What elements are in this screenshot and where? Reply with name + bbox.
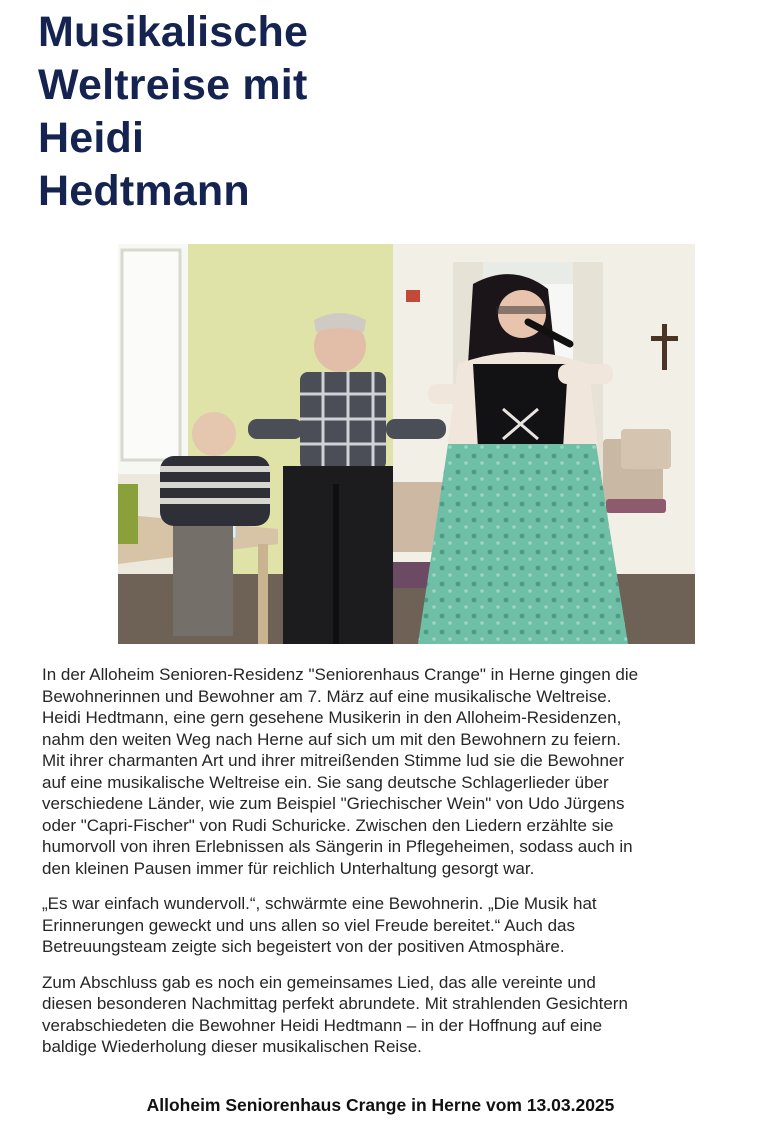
text-line: Erinnerungen geweckt und uns allen so viel Freude bereitet.“ Auch das bbox=[42, 915, 575, 935]
text-line: Mit ihrer charmanten Art und ihrer mitreißenden Stimme lud sie die Bewohner bbox=[42, 751, 625, 770]
text-line: verschiedene Länder, wie zum Beispiel "Griechischer Wein" von Udo Jürgens bbox=[42, 794, 625, 813]
footer-caption: Alloheim Seniorenhaus Crange in Herne vom 13.03.2025 bbox=[146, 1095, 615, 1115]
title-line: Hedtmann bbox=[38, 167, 250, 215]
text-line: Heidi Hedtmann, eine gern gesehene Musikerin in den Alloheim-Residenzen, bbox=[42, 708, 622, 727]
text-line: Betreuungsteam zeigte sich begeistert von der positiven Atmosphäre. bbox=[42, 937, 565, 956]
title-line: Weltreise mit bbox=[38, 61, 308, 109]
article-paragraph bbox=[42, 893, 742, 958]
text-line: oder "Capri-Fischer" von Rudi Schuricke. Zwischen den Liedern erzählte sie bbox=[42, 815, 614, 835]
page-title bbox=[38, 6, 418, 218]
title-line: Heidi bbox=[38, 114, 145, 162]
text-line: den kleinen Pausen immer für reichlich Unterhaltung gesorgt war. bbox=[42, 858, 535, 878]
text-line: auf eine musikalische Weltreise ein. Sie sang deutsche Schlagerlieder über bbox=[42, 772, 609, 792]
article-body bbox=[42, 664, 742, 1072]
text-line: „Es war einfach wundervoll.“, schwärmte eine Bewohnerin. „Die Musik hat bbox=[42, 894, 597, 913]
text-line: Zum Abschluss gab es noch ein gemeinsames Lied, das alle vereinte und bbox=[42, 972, 596, 992]
text-line: In der Alloheim Senioren-Residenz "Seniorenhaus Crange" in Herne gingen die bbox=[42, 665, 639, 684]
photo-image-icon bbox=[118, 244, 695, 644]
text-line: verabschiedeten die Bewohner Heidi Hedtmann – in der Hoffnung auf eine bbox=[42, 1015, 603, 1035]
text-line: diesen besonderen Nachmittag perfekt abrundete. Mit strahlenden Gesichtern bbox=[42, 994, 628, 1013]
text-line: humorvoll von ihren Erlebnissen als Sängerin in Pflegeheimen, sodass auch in bbox=[42, 837, 633, 856]
text-line: baldige Wiederholung dieser musikalischen Reise. bbox=[42, 1037, 422, 1056]
text-line: Bewohnerinnen und Bewohner am 7. März auf eine musikalische Weltreise. bbox=[42, 686, 612, 706]
event-photo bbox=[118, 244, 695, 644]
title-line: Musikalische bbox=[38, 8, 309, 56]
article-paragraph bbox=[42, 664, 742, 879]
text-line: nahm den weiten Weg nach Herne auf sich um mit den Bewohnern zu feiern. bbox=[42, 729, 621, 749]
article-paragraph bbox=[42, 972, 742, 1058]
